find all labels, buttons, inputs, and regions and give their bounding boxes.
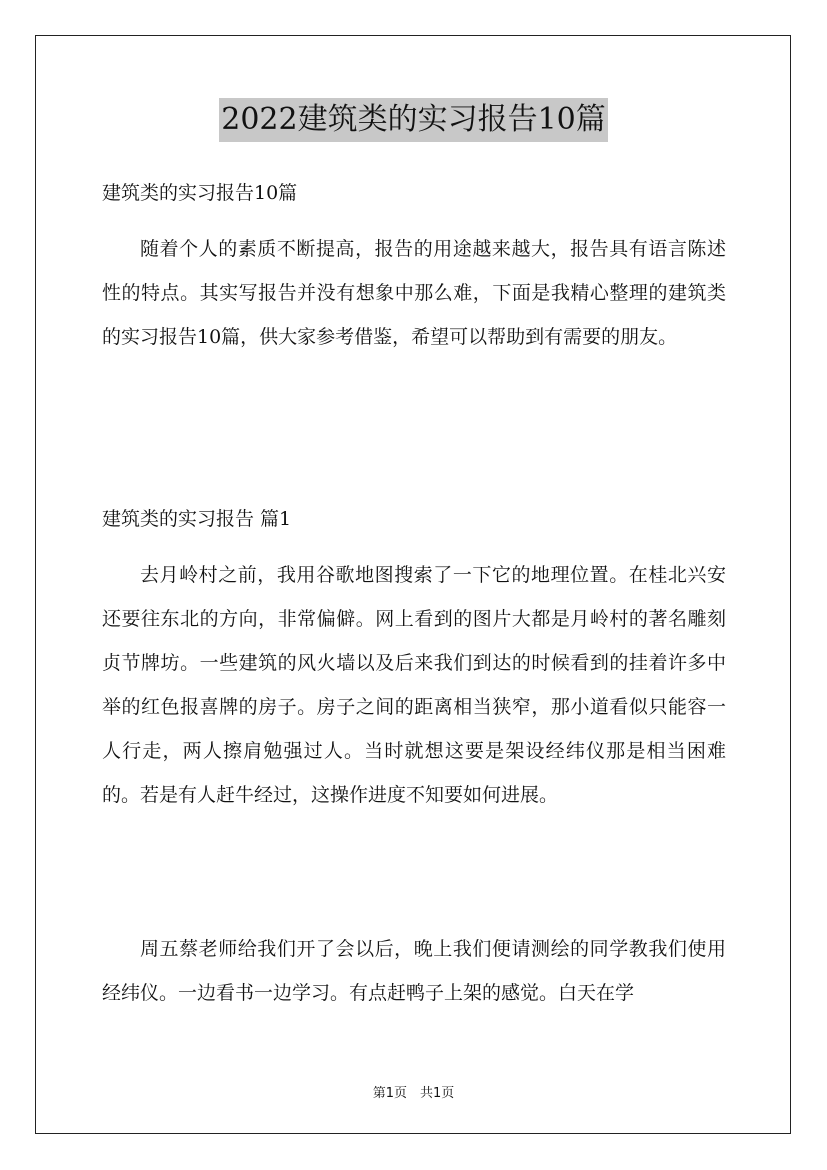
- page-footer: 第1页 共1页: [372, 1086, 455, 1101]
- section-paragraph-1: 去月岭村之前，我用谷歌地图搜索了一下它的地理位置。在桂北兴安还要往东北的方向，非常偏僻。网上看到的图片大都是月岭村的著名雕刻贞节牌坊。一些建筑的风火墙以及后来我们到达的时候看到的挂着许多中举的红色报喜牌的房子。房子之间的距离相当狭窄，那小道看似只能容一人行走，两人擦肩勉强过人。当时就想这要是架设经纬仪那是相当困难的。若是有人赶牛经过，这操作进度不知要如何进展。: [102, 564, 726, 806]
- intro-paragraph: 随着个人的素质不断提高，报告的用途越来越大，报告具有语言陈述性的特点。其实写报告并没有想象中那么难，下面是我精心整理的建筑类的实习报告10篇，供大家参考借鉴，希望可以帮助到有需要的朋友。: [102, 238, 726, 348]
- title-container: [0, 98, 827, 142]
- subtitle: 建筑类的实习报告10篇: [102, 182, 298, 204]
- section-paragraph-2: 周五蔡老师给我们开了会以后，晚上我们便请测绘的同学教我们使用经纬仪。一边看书一边学习。有点赶鸭子上架的感觉。白天在学: [102, 938, 726, 1004]
- section-heading: 建筑类的实习报告 篇1: [102, 508, 292, 530]
- document-title: 2022建筑类的实习报告10篇: [219, 98, 608, 142]
